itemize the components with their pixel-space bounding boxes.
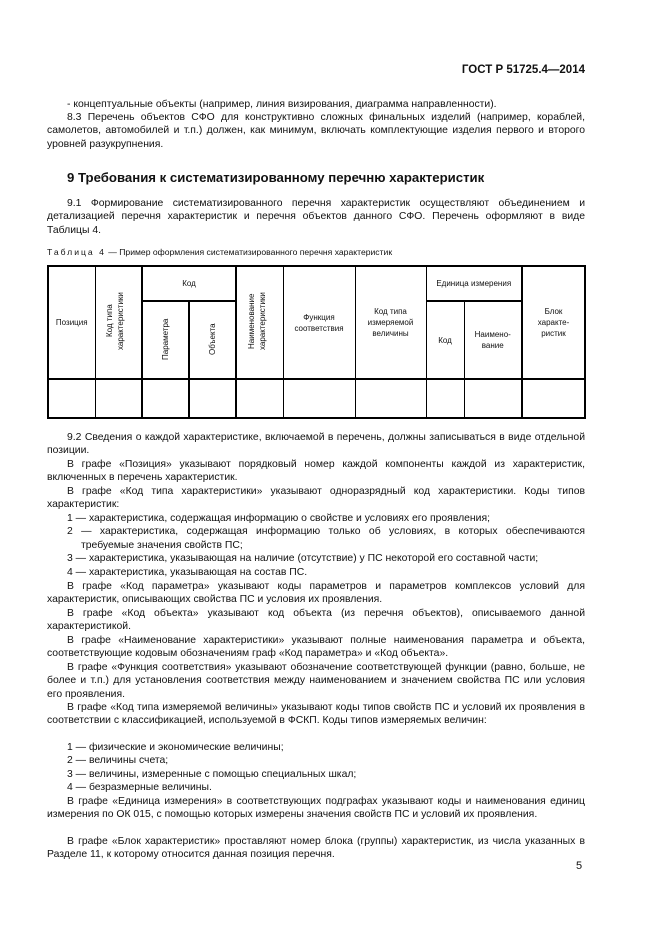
table-caption-text: — Пример оформления систематизированного перечня характеристик bbox=[105, 247, 393, 257]
list-item: 3 — величины, измеренные с помощью специальных шкал; bbox=[67, 768, 357, 780]
list-item: 4 — безразмерные величины. bbox=[67, 782, 212, 794]
paragraph-9-1: 9.1 Формирование систематизированного перечня характеристик осуществляют объединением и детализацией перечня характеристик и перечня объектов данного СФО. Перечень оформляют в виде Таблицы 4. bbox=[47, 198, 585, 236]
measure-type-list bbox=[47, 741, 585, 795]
header-unit-group: Единица измерения bbox=[426, 266, 522, 301]
header-block: Блок характе-ристик bbox=[522, 266, 585, 379]
header-measure-type: Код типа измеряемой величины bbox=[355, 266, 426, 379]
table-cell bbox=[426, 379, 464, 418]
table-4 bbox=[47, 265, 586, 419]
paragraph-char-name: В графе «Наименование характеристики» указывают полные наименования параметра и объекта, соответствующие кодовым обозначениям граф «Код параметра» и «Код объекта». bbox=[47, 635, 585, 660]
document-code: ГОСТ Р 51725.4—2014 bbox=[461, 64, 585, 76]
list-item: 2 — величины счета; bbox=[67, 755, 169, 767]
header-char-name bbox=[236, 266, 283, 379]
table-cell bbox=[142, 379, 189, 418]
char-type-list bbox=[47, 512, 585, 579]
header-function: Функция соответствия bbox=[283, 266, 355, 379]
table-cell bbox=[189, 379, 236, 418]
table-cell bbox=[522, 379, 585, 418]
header-char-name-text: Наименование характеристики bbox=[246, 292, 267, 350]
header-unit-name: Наимено-вание bbox=[464, 301, 522, 379]
header-char-type-code bbox=[95, 266, 142, 379]
header-param-text: Параметра bbox=[161, 317, 170, 360]
list-item: 3 — характеристика, указывающая на наличие (отсутствие) у ПС некоторой его составной части; bbox=[67, 553, 539, 565]
header-code-group: Код bbox=[142, 266, 236, 301]
paragraph-char-type: В графе «Код типа характеристики» указывают одноразрядный код характеристики. Коды типов характеристик: bbox=[47, 486, 585, 511]
header-object bbox=[189, 301, 236, 379]
list-item-continuation: требуемые значения свойств ПС; bbox=[81, 539, 243, 551]
table-cell bbox=[95, 379, 142, 418]
table-cell bbox=[236, 379, 283, 418]
table-cell bbox=[48, 379, 95, 418]
table-cell bbox=[283, 379, 355, 418]
paragraph-param-code: В графе «Код параметра» указывают коды параметров и параметров комплексов условий для характеристик, описывающих свойства ПС и условия их проявления. bbox=[47, 581, 585, 606]
header-object-text: Объекта bbox=[208, 322, 217, 355]
table-cell bbox=[355, 379, 426, 418]
paragraph-concept-objects: - концептуальные объекты (например, линия визирования, диаграмма направленности). bbox=[67, 99, 497, 110]
page-number: 5 bbox=[576, 860, 583, 872]
list-item: 2 — характеристика, содержащая информацию только об условиях, в которых обеспечиваются bbox=[67, 526, 585, 538]
paragraph-object-code: В графе «Код объекта» указывают код объекта (из перечня объектов), описываемого данной характеристикой. bbox=[47, 608, 585, 633]
table-row bbox=[48, 379, 585, 418]
header-char-type-code-text: Код типа характеристики bbox=[105, 292, 126, 350]
paragraph-function: В графе «Функция соответствия» указывают обозначение соответствующей функции (равно, больше, не более и т.п.) для установления соответствия между наименованием и значением свойства ПС или условия его проявления. bbox=[47, 662, 585, 700]
list-item: 1 — физические и экономические величины; bbox=[67, 742, 284, 753]
paragraph-8-3: 8.3 Перечень объектов СФО для конструктивно сложных финальных изделий (например, кораблей, самолетов, автомобилей и т.п.) должен, как минимум, включать комплектующие изделия первого и второго уровней разукрупнения. bbox=[47, 112, 585, 150]
header-param bbox=[142, 301, 189, 379]
paragraph-unit: В графе «Единица измерения» в соответствующих подграфах указывают коды и наименования единиц измерения по ОК 015, с помощью которых измерены значения свойств ПС и условий их проявления. bbox=[47, 796, 585, 821]
header-position: Позиция bbox=[48, 266, 95, 379]
paragraph-position: В графе «Позиция» указывают порядковый номер каждой компоненты каждой из характеристик, включенных в перечень характеристик. bbox=[47, 459, 585, 484]
list-item: 4 — характеристика, указывающая на состав ПС. bbox=[67, 566, 308, 578]
paragraph-9-2: 9.2 Сведения о каждой характеристике, включаемой в перечень, должны записываться в виде отдельной позиции. bbox=[47, 432, 585, 457]
header-unit-code: Код bbox=[426, 301, 464, 379]
list-item: 1 — характеристика, содержащая информацию о свойстве и условиях его проявления; bbox=[67, 513, 490, 524]
table-caption bbox=[47, 247, 392, 257]
table-caption-prefix: Таблица 4 bbox=[47, 247, 106, 257]
paragraph-block: В графе «Блок характеристик» проставляют номер блока (группы) характеристик, из числа указанных в Разделе 11, к которому относится данная позиция перечня. bbox=[47, 836, 585, 861]
paragraph-measure-type: В графе «Код типа измеряемой величины» указывают коды типов свойств ПС и условий их проявления в соответствии с классификацией, используемой в ФСКП. Коды типов измеряемых величин: bbox=[47, 702, 585, 727]
table-cell bbox=[464, 379, 522, 418]
section-heading: 9 Требования к систематизированному перечню характеристик bbox=[67, 170, 485, 185]
